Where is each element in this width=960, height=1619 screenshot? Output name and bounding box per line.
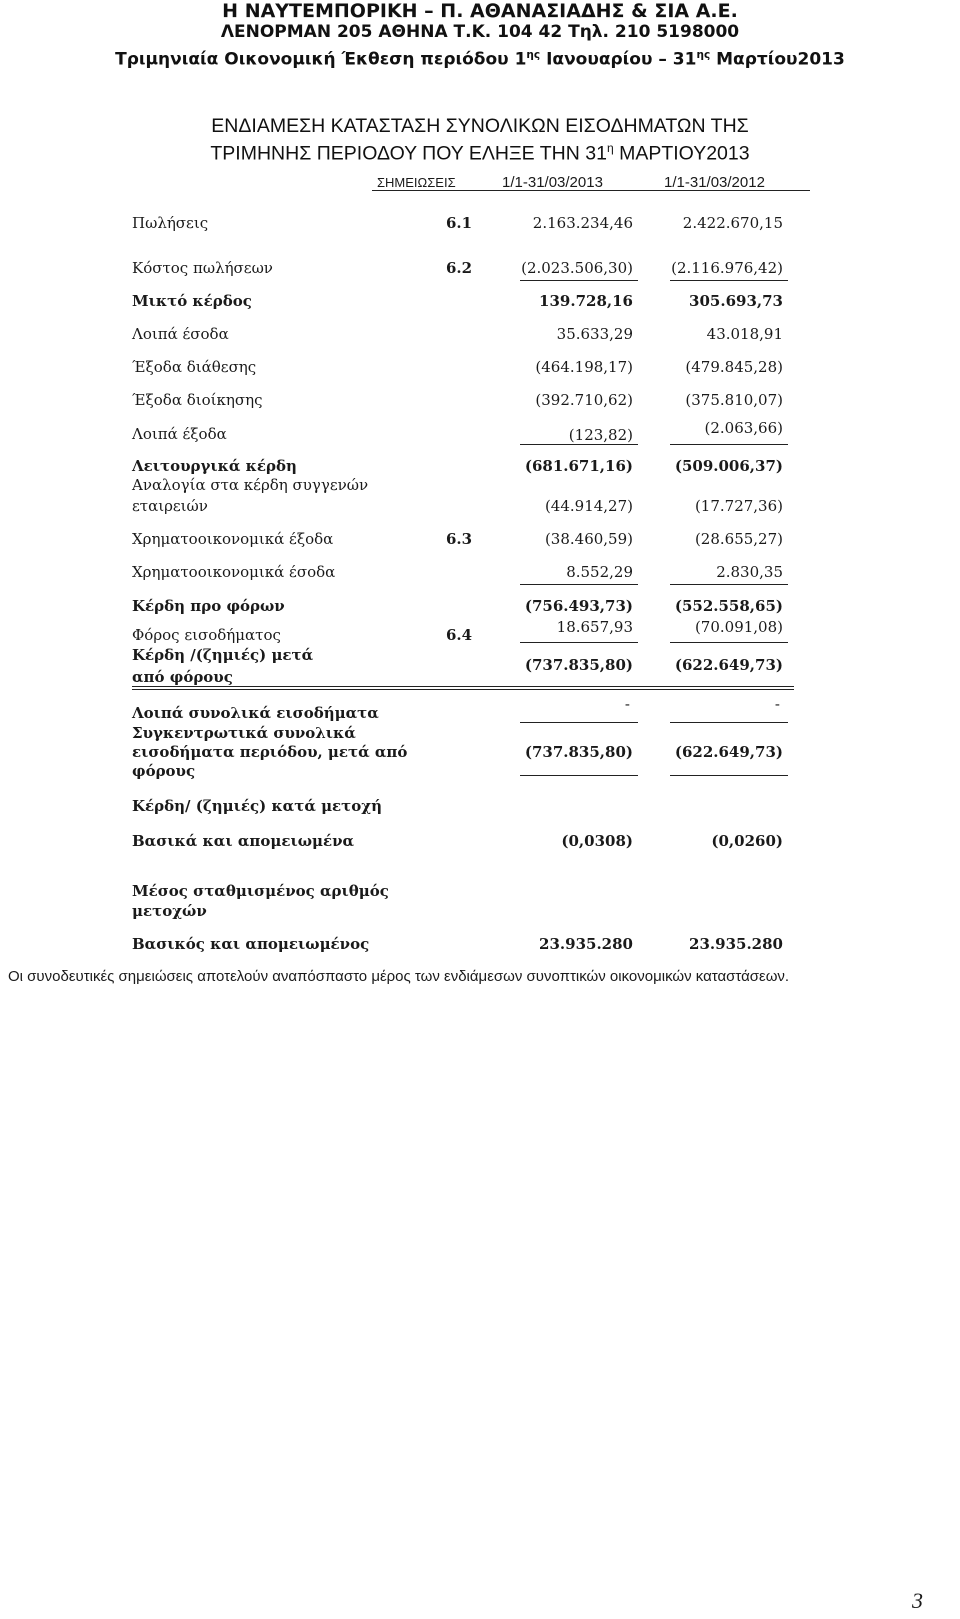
report-period: Τριμηνιαία Οικονομική Έκθεση περιόδου $1^{\eta\varsigma}$ Ιανουαρίου – $31^{\eta\varsigma}$ Μαρτίου2013 xyxy=(115,49,845,70)
value-2013-profit-before-tax: (756.493,73) xyxy=(524,597,633,615)
value-2013-other-comprehensive-income: - xyxy=(624,695,630,713)
value-2012-gross-profit: 305.693,73 xyxy=(689,292,783,310)
value-2013-operating-profit: (681.671,16) xyxy=(524,457,633,475)
row-label-other-comprehensive-income: Λοιπά συνολικά εισοδήματα xyxy=(132,704,379,722)
value-2012-sales: 2.422.670,15 xyxy=(682,214,783,232)
value-2013-cost-of-sales: (2.023.506,30) xyxy=(521,259,633,277)
value-2013-share-of-associates: (44.914,27) xyxy=(544,497,633,515)
value-2012-other-comprehensive-income: - xyxy=(774,695,780,713)
rule-full-width-1 xyxy=(132,686,794,687)
note-cost-of-sales: 6.2 xyxy=(446,259,473,277)
rule-2012-gross xyxy=(670,280,788,281)
row-label-gross-profit: Μικτό κέρδος xyxy=(132,292,252,310)
value-2013-weighted-shares: 23.935.280 xyxy=(539,935,633,953)
rule-2012-operating xyxy=(670,444,788,445)
value-2012-other-income: 43.018,91 xyxy=(706,325,783,343)
rule-2013-tci-bottom xyxy=(520,775,638,776)
company-name: Η ΝΑΥΤΕΜΠΟΡΙΚΗ – Π. ΑΘΑΝΑΣΙΑΔΗΣ & ΣΙΑ Α.Ε. xyxy=(222,0,738,22)
row-label-total-comprehensive-income-1: Συγκεντρωτικά συνολικά xyxy=(132,724,356,742)
row-label-finance-income: Χρηματοοικονομικά έσοδα xyxy=(132,563,336,581)
row-label-profit-after-tax-1: Κέρδη /(ζημιές) μετά xyxy=(132,646,314,664)
value-2013-distribution-expenses: (464.198,17) xyxy=(535,358,633,376)
weighted-shares-heading-2: μετοχών xyxy=(132,902,207,920)
rule-full-width-2 xyxy=(132,689,794,690)
row-label-share-of-associates-2: εταιρειών xyxy=(132,497,208,515)
row-label-cost-of-sales: Κόστος πωλήσεων xyxy=(132,259,273,277)
statement-title-line2: ΤΡΙΜΗΝΗΣ ΠΕΡΙΟΔΟΥ ΠΟΥ ΕΛΗΞΕ ΤΗΝ $31^\eta$ ΜΑΡΤΙΟΥ2013 xyxy=(210,141,750,165)
column-header-notes: ΣΗΜΕΙΩΣΕΙΣ xyxy=(377,175,456,190)
value-2013-gross-profit: 139.728,16 xyxy=(539,292,633,310)
value-2013-finance-costs: (38.460,59) xyxy=(544,530,633,548)
company-address: ΛΕΝΟΡΜΑΝ 205 ΑΘΗΝΑ Τ.Κ. 104 42 Τηλ. 210 5198000 xyxy=(220,22,740,42)
row-label-total-comprehensive-income-2: εισοδήματα περιόδου, μετά από xyxy=(132,743,408,761)
value-2012-weighted-shares: 23.935.280 xyxy=(689,935,783,953)
row-label-profit-before-tax: Κέρδη προ φόρων xyxy=(132,597,285,615)
footnote: Οι συνοδευτικές σημειώσεις αποτελούν αναπόσπαστο μέρος των ενδιάμεσων συνοπτικών οικονομικών καταστάσεων. xyxy=(8,968,790,985)
value-2012-distribution-expenses: (479.845,28) xyxy=(685,358,783,376)
value-2013-profit-after-tax: (737.835,80) xyxy=(524,656,633,674)
row-label-profit-after-tax-2: από φόρους xyxy=(132,668,233,686)
value-2012-profit-before-tax: (552.558,65) xyxy=(674,597,783,615)
value-2013-finance-income: 8.552,29 xyxy=(566,563,633,581)
value-2012-finance-income: 2.830,35 xyxy=(716,563,783,581)
value-2012-cost-of-sales: (2.116.976,42) xyxy=(671,259,783,277)
value-2012-income-tax: (70.091,08) xyxy=(694,618,783,636)
value-2012-operating-profit: (509.006,37) xyxy=(674,457,783,475)
rule-2012-tci xyxy=(670,722,788,723)
column-header-2013: 1/1-31/03/2013 xyxy=(502,174,603,191)
row-label-distribution-expenses: Έξοδα διάθεσης xyxy=(132,358,257,376)
note-finance-costs: 6.3 xyxy=(446,530,473,548)
value-2013-income-tax: 18.657,93 xyxy=(556,618,633,636)
rule-2012-pbt xyxy=(670,584,788,585)
value-2012-share-of-associates: (17.727,36) xyxy=(694,497,783,515)
row-label-total-comprehensive-income-3: φόρους xyxy=(132,762,196,780)
row-label-administrative-expenses: Έξοδα διοίκησης xyxy=(132,391,263,409)
statement-title-line1: ΕΝΔΙΑΜΕΣΗ ΚΑΤΑΣΤΑΣΗ ΣΥΝΟΛΙΚΩΝ ΕΙΣΟΔΗΜΑΤΩΝ ΤΗΣ xyxy=(211,115,749,137)
value-2012-profit-after-tax: (622.649,73) xyxy=(674,656,783,674)
value-2013-other-income: 35.633,29 xyxy=(556,325,633,343)
eps-heading: Κέρδη/ (ζημιές) κατά μετοχή xyxy=(132,797,383,815)
rule-2013-pbt xyxy=(520,584,638,585)
rule-2012-pat xyxy=(670,642,788,643)
row-label-other-expenses: Λοιπά έξοδα xyxy=(132,425,227,443)
value-2013-sales: 2.163.234,46 xyxy=(532,214,633,232)
note-sales: 6.1 xyxy=(446,214,473,232)
row-label-finance-costs: Χρηματοοικονομικά έξοδα xyxy=(132,530,334,548)
note-income-tax: 6.4 xyxy=(446,626,473,644)
rule-2013-operating xyxy=(520,444,638,445)
value-2013-total-comprehensive-income: (737.835,80) xyxy=(524,743,633,761)
row-label-eps-basic-diluted: Βασικά και απομειωμένα xyxy=(132,832,355,850)
page-number: 3 xyxy=(912,1588,923,1613)
rule-2013-tci xyxy=(520,722,638,723)
value-2012-eps: (0,0260) xyxy=(711,832,783,850)
value-2012-administrative-expenses: (375.810,07) xyxy=(685,391,783,409)
value-2013-eps: (0,0308) xyxy=(561,832,633,850)
row-label-weighted-shares: Βασικός και απομειωμένος xyxy=(132,935,370,953)
value-2012-total-comprehensive-income: (622.649,73) xyxy=(674,743,783,761)
row-label-other-income: Λοιπά έσοδα xyxy=(132,325,229,343)
row-label-sales: Πωλήσεις xyxy=(132,214,209,232)
header-rule xyxy=(372,190,810,191)
rule-2013-pat xyxy=(520,642,638,643)
rule-2013-gross xyxy=(520,280,638,281)
value-2012-finance-costs: (28.655,27) xyxy=(694,530,783,548)
rule-2012-tci-bottom xyxy=(670,775,788,776)
column-header-2012: 1/1-31/03/2012 xyxy=(664,174,765,191)
weighted-shares-heading-1: Μέσος σταθμισμένος αριθμός xyxy=(132,882,389,900)
value-2012-other-expenses: (2.063,66) xyxy=(704,419,783,437)
row-label-operating-profit: Λειτουργικά κέρδη xyxy=(132,457,297,475)
value-2013-other-expenses: (123,82) xyxy=(568,426,633,444)
row-label-share-of-associates-1: Αναλογία στα κέρδη συγγενών xyxy=(132,476,369,494)
value-2013-administrative-expenses: (392.710,62) xyxy=(535,391,633,409)
row-label-income-tax: Φόρος εισοδήματος xyxy=(132,626,281,644)
